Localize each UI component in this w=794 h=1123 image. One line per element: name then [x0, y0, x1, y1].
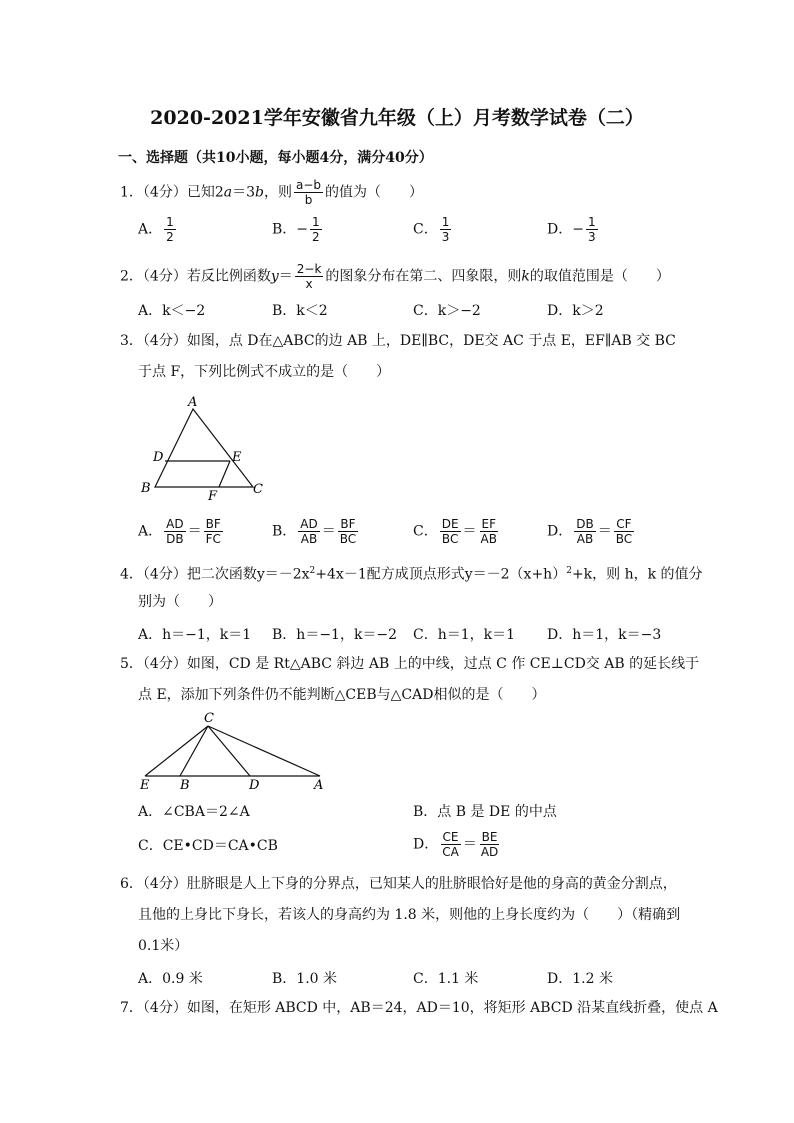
- frac-num: DE: [441, 517, 459, 531]
- option-frac-left: [440, 830, 461, 859]
- option-frac-left: [440, 517, 461, 546]
- q6-option-b[interactable]: [272, 968, 337, 988]
- question-3-line-1: 3．（4分）如图，点 D在△ABC的边 AB 上，DE∥BC，DE交 AC 于点 E，EF∥AB 交 BC: [120, 333, 676, 349]
- q2-tail2: 的取值范围是（ ）: [529, 268, 670, 285]
- option-text: h＝−1，k＝1: [162, 627, 252, 643]
- label-f: F: [208, 489, 218, 504]
- option-text: k＜2: [296, 303, 328, 319]
- option-frac-left: [298, 517, 319, 546]
- q3-option-c[interactable]: C． $\frac{DE}{BC}$ ＝ $\frac{EF}{AB}$: [413, 517, 497, 546]
- option-label: A．: [138, 523, 163, 540]
- option-label: C．: [413, 303, 438, 319]
- q2-tail: 的图象分布在第二、四象限，则: [325, 268, 522, 285]
- question-1: [120, 178, 423, 207]
- frac-num: EF: [481, 517, 497, 531]
- triangle-abc-figure: [135, 394, 270, 504]
- option-text: 0.9 米: [162, 971, 203, 987]
- question-6-line-3: 0.1米）: [138, 938, 189, 954]
- label-a: A: [314, 778, 324, 792]
- label-c: C: [253, 482, 263, 497]
- label-c: C: [204, 711, 214, 726]
- label-b: B: [180, 778, 190, 792]
- q6-option-a[interactable]: [138, 968, 203, 988]
- q5-option-d[interactable]: D． $\frac{CE}{CA}$ ＝ $\frac{BE}{AD}$: [413, 830, 499, 859]
- option-sign: −: [572, 221, 584, 238]
- option-label: D．: [547, 221, 573, 238]
- q5-option-c[interactable]: C．CE•CD＝CA•CB: [138, 838, 278, 854]
- right-triangle-figure: [135, 710, 335, 792]
- q5-option-b[interactable]: B．点 B 是 DE 的中点: [413, 804, 557, 820]
- frac-num: CF: [616, 517, 632, 531]
- page-title: 2020-2021学年安徽省九年级（上）月考数学试卷（二）: [150, 107, 644, 129]
- question-4-line-1: [120, 562, 703, 584]
- q4-part-e: +k，则 h，k 的值分: [571, 566, 703, 583]
- label-d: D: [153, 450, 164, 465]
- option-frac-right: [338, 517, 358, 546]
- segment-ce: [145, 726, 208, 776]
- option-frac-right: [614, 517, 634, 546]
- q4-option-d[interactable]: [547, 624, 661, 644]
- option-frac-right: [479, 830, 500, 859]
- option-label: B．: [272, 523, 297, 540]
- q3-option-d[interactable]: D． $\frac{DB}{AB}$ ＝ $\frac{CF}{BC}$: [547, 517, 633, 546]
- option-text: h＝1，k＝1: [437, 627, 516, 643]
- q1-mid2: ，则: [263, 184, 292, 201]
- q2-frac-num: 2−k: [296, 262, 322, 276]
- option-text: h＝−1，k＝−2: [296, 627, 398, 643]
- option-label: D．: [547, 627, 573, 643]
- frac-den: CA: [442, 845, 459, 859]
- option-label: A．: [138, 971, 163, 987]
- frac-den: 3: [587, 230, 596, 244]
- q2-prefix: 2．（4分）若反比例函数: [120, 268, 271, 285]
- q4-option-a[interactable]: [138, 624, 251, 644]
- label-e: E: [140, 778, 150, 792]
- option-label: A．: [138, 221, 163, 238]
- q2-fraction: [295, 262, 324, 291]
- segment-ef: [219, 461, 230, 487]
- option-text: h＝1，k＝−3: [572, 627, 662, 643]
- label-e: E: [232, 450, 242, 465]
- q4-sup2: 2: [566, 566, 572, 576]
- option-label: B．: [272, 971, 297, 987]
- segment-cd: [208, 726, 250, 776]
- option-label: C．: [413, 971, 438, 987]
- option-text: k＜−2: [162, 303, 206, 319]
- frac-num: 1: [587, 215, 596, 229]
- frac-num: BF: [340, 517, 356, 531]
- question-5-line-2: 点 E，添加下列条件仍不能判断△CEB与△CAD相似的是（ ）: [138, 687, 546, 703]
- q1-option-d[interactable]: [547, 215, 600, 244]
- frac-num: BE: [481, 830, 498, 844]
- frac-num: 1: [166, 215, 174, 229]
- option-frac-left: [164, 517, 185, 546]
- option-frac-right: [204, 517, 223, 546]
- q1-tail: 的值为（ ）: [325, 184, 424, 201]
- option-sign: −: [296, 221, 309, 238]
- option-text: k＞2: [572, 303, 604, 319]
- q2-option-a[interactable]: [138, 300, 205, 320]
- question-2: [120, 262, 670, 291]
- q2-eq: ＝: [278, 268, 293, 285]
- option-label: C．: [413, 221, 438, 238]
- option-label: A．: [138, 303, 163, 319]
- frac-num: AD: [166, 517, 184, 531]
- option-fraction: [440, 215, 452, 244]
- frac-den: BC: [441, 532, 459, 546]
- question-3-line-2: 于点 F，下列比例式不成立的是（ ）: [138, 364, 391, 380]
- q1-prefix: 1．（4分）已知2: [120, 184, 224, 201]
- option-label: B．: [272, 221, 297, 238]
- q1-var-b: b: [255, 184, 264, 201]
- frac-den: DB: [166, 532, 184, 546]
- frac-den: 3: [441, 230, 450, 244]
- q2-option-d[interactable]: [547, 300, 604, 320]
- q4-option-c[interactable]: [413, 624, 515, 644]
- frac-num: 1: [312, 215, 320, 229]
- q4-option-b[interactable]: [272, 624, 397, 644]
- q5-option-a[interactable]: A．∠CBA＝2∠A: [138, 804, 250, 820]
- label-a: A: [188, 395, 198, 410]
- option-label: C．: [413, 523, 438, 540]
- triangle-abc: [155, 409, 253, 487]
- q2-option-c[interactable]: [413, 300, 481, 320]
- frac-den: 2: [312, 230, 320, 244]
- option-frac-left: [574, 517, 595, 546]
- q6-option-d[interactable]: [547, 968, 613, 988]
- option-label: B．: [272, 303, 297, 319]
- option-label: A．: [138, 627, 163, 643]
- frac-num: AD: [300, 517, 318, 531]
- option-fraction: [164, 215, 176, 244]
- label-b: B: [141, 481, 151, 496]
- frac-den: AB: [576, 532, 594, 546]
- question-4-line-2: 别为（ ）: [138, 594, 222, 610]
- option-label: D．: [547, 303, 573, 319]
- frac-den: 2: [166, 230, 174, 244]
- q2-option-b[interactable]: [272, 300, 328, 320]
- question-6-line-2: 且他的上身比下身长，若该人的身高约为 1.8 米，则他的上身长度约为（ ）（精确到: [138, 907, 681, 923]
- q1-mid: ＝3: [232, 184, 256, 201]
- frac-den: BC: [339, 532, 357, 546]
- question-7-line-1: 7．（4分）如图，在矩形 ABCD 中，AB＝24，AD＝10，将矩形 ABCD 沿某直线折叠，使点 A: [120, 1000, 718, 1016]
- q1-frac-num: a−b: [295, 178, 322, 192]
- option-label: D．: [413, 836, 439, 853]
- frac-num: CE: [442, 830, 459, 844]
- q2-var-k: k: [521, 268, 530, 285]
- question-5-line-1: 5．（4分）如图，CD 是 Rt△ABC 斜边 AB 上的中线，过点 C 作 CE⊥CD交 AB 的延长线于: [120, 656, 700, 672]
- option-label: B．: [272, 627, 297, 643]
- q1-var-a: a: [223, 184, 233, 201]
- option-label: D．: [547, 971, 573, 987]
- q4-part-d: y＝－2（x+h）: [464, 566, 567, 583]
- frac-num: DB: [576, 517, 594, 531]
- q1-option-c[interactable]: [413, 215, 453, 244]
- option-frac-right: [479, 517, 499, 546]
- question-6-line-1: 6．（4分）肚脐眼是人上下身的分界点，已知某人的肚脐眼恰好是他的身高的黄金分割点，: [120, 876, 677, 892]
- option-text: k＞−2: [437, 303, 481, 319]
- option-label: C．: [413, 627, 438, 643]
- segment-cb: [180, 726, 208, 776]
- section-heading: 一、选择题（共10小题，每小题4分，满分40分）: [118, 150, 433, 166]
- q1-option-b[interactable]: [272, 215, 324, 244]
- option-text: 1.2 米: [572, 971, 613, 987]
- option-label: D．: [547, 523, 573, 540]
- option-text: 1.0 米: [296, 971, 338, 987]
- q4-part-b: y＝－2x: [256, 566, 310, 583]
- q1-frac-den: b: [304, 193, 313, 207]
- label-d: D: [249, 778, 260, 792]
- frac-den: FC: [205, 532, 221, 546]
- q2-var-y: y: [270, 268, 279, 285]
- q3-option-b[interactable]: B． $\frac{AD}{AB}$ ＝ $\frac{BF}{BC}$: [272, 517, 357, 546]
- q2-frac-den: x: [305, 277, 313, 291]
- frac-num: 1: [441, 215, 450, 229]
- q1-option-a[interactable]: [138, 215, 178, 244]
- q4-part-a: 4．（4分）把二次函数: [120, 566, 257, 583]
- frac-den: AB: [480, 532, 497, 546]
- frac-den: BC: [615, 532, 633, 546]
- q4-part-c: +4x－1配方成顶点形式: [315, 566, 465, 583]
- option-text: 1.1 米: [437, 971, 479, 987]
- q3-option-a[interactable]: A． $\frac{AD}{DB}$ ＝ $\frac{BF}{FC}$: [138, 517, 221, 546]
- option-fraction: [586, 215, 598, 244]
- q1-fraction: [294, 178, 323, 207]
- q6-option-c[interactable]: [413, 968, 478, 988]
- frac-den: AD: [480, 845, 499, 859]
- segment-ca: [208, 726, 320, 776]
- q4-sup: 2: [309, 566, 316, 576]
- frac-den: AB: [300, 532, 318, 546]
- option-fraction: [310, 215, 322, 244]
- frac-num: BF: [205, 517, 221, 531]
